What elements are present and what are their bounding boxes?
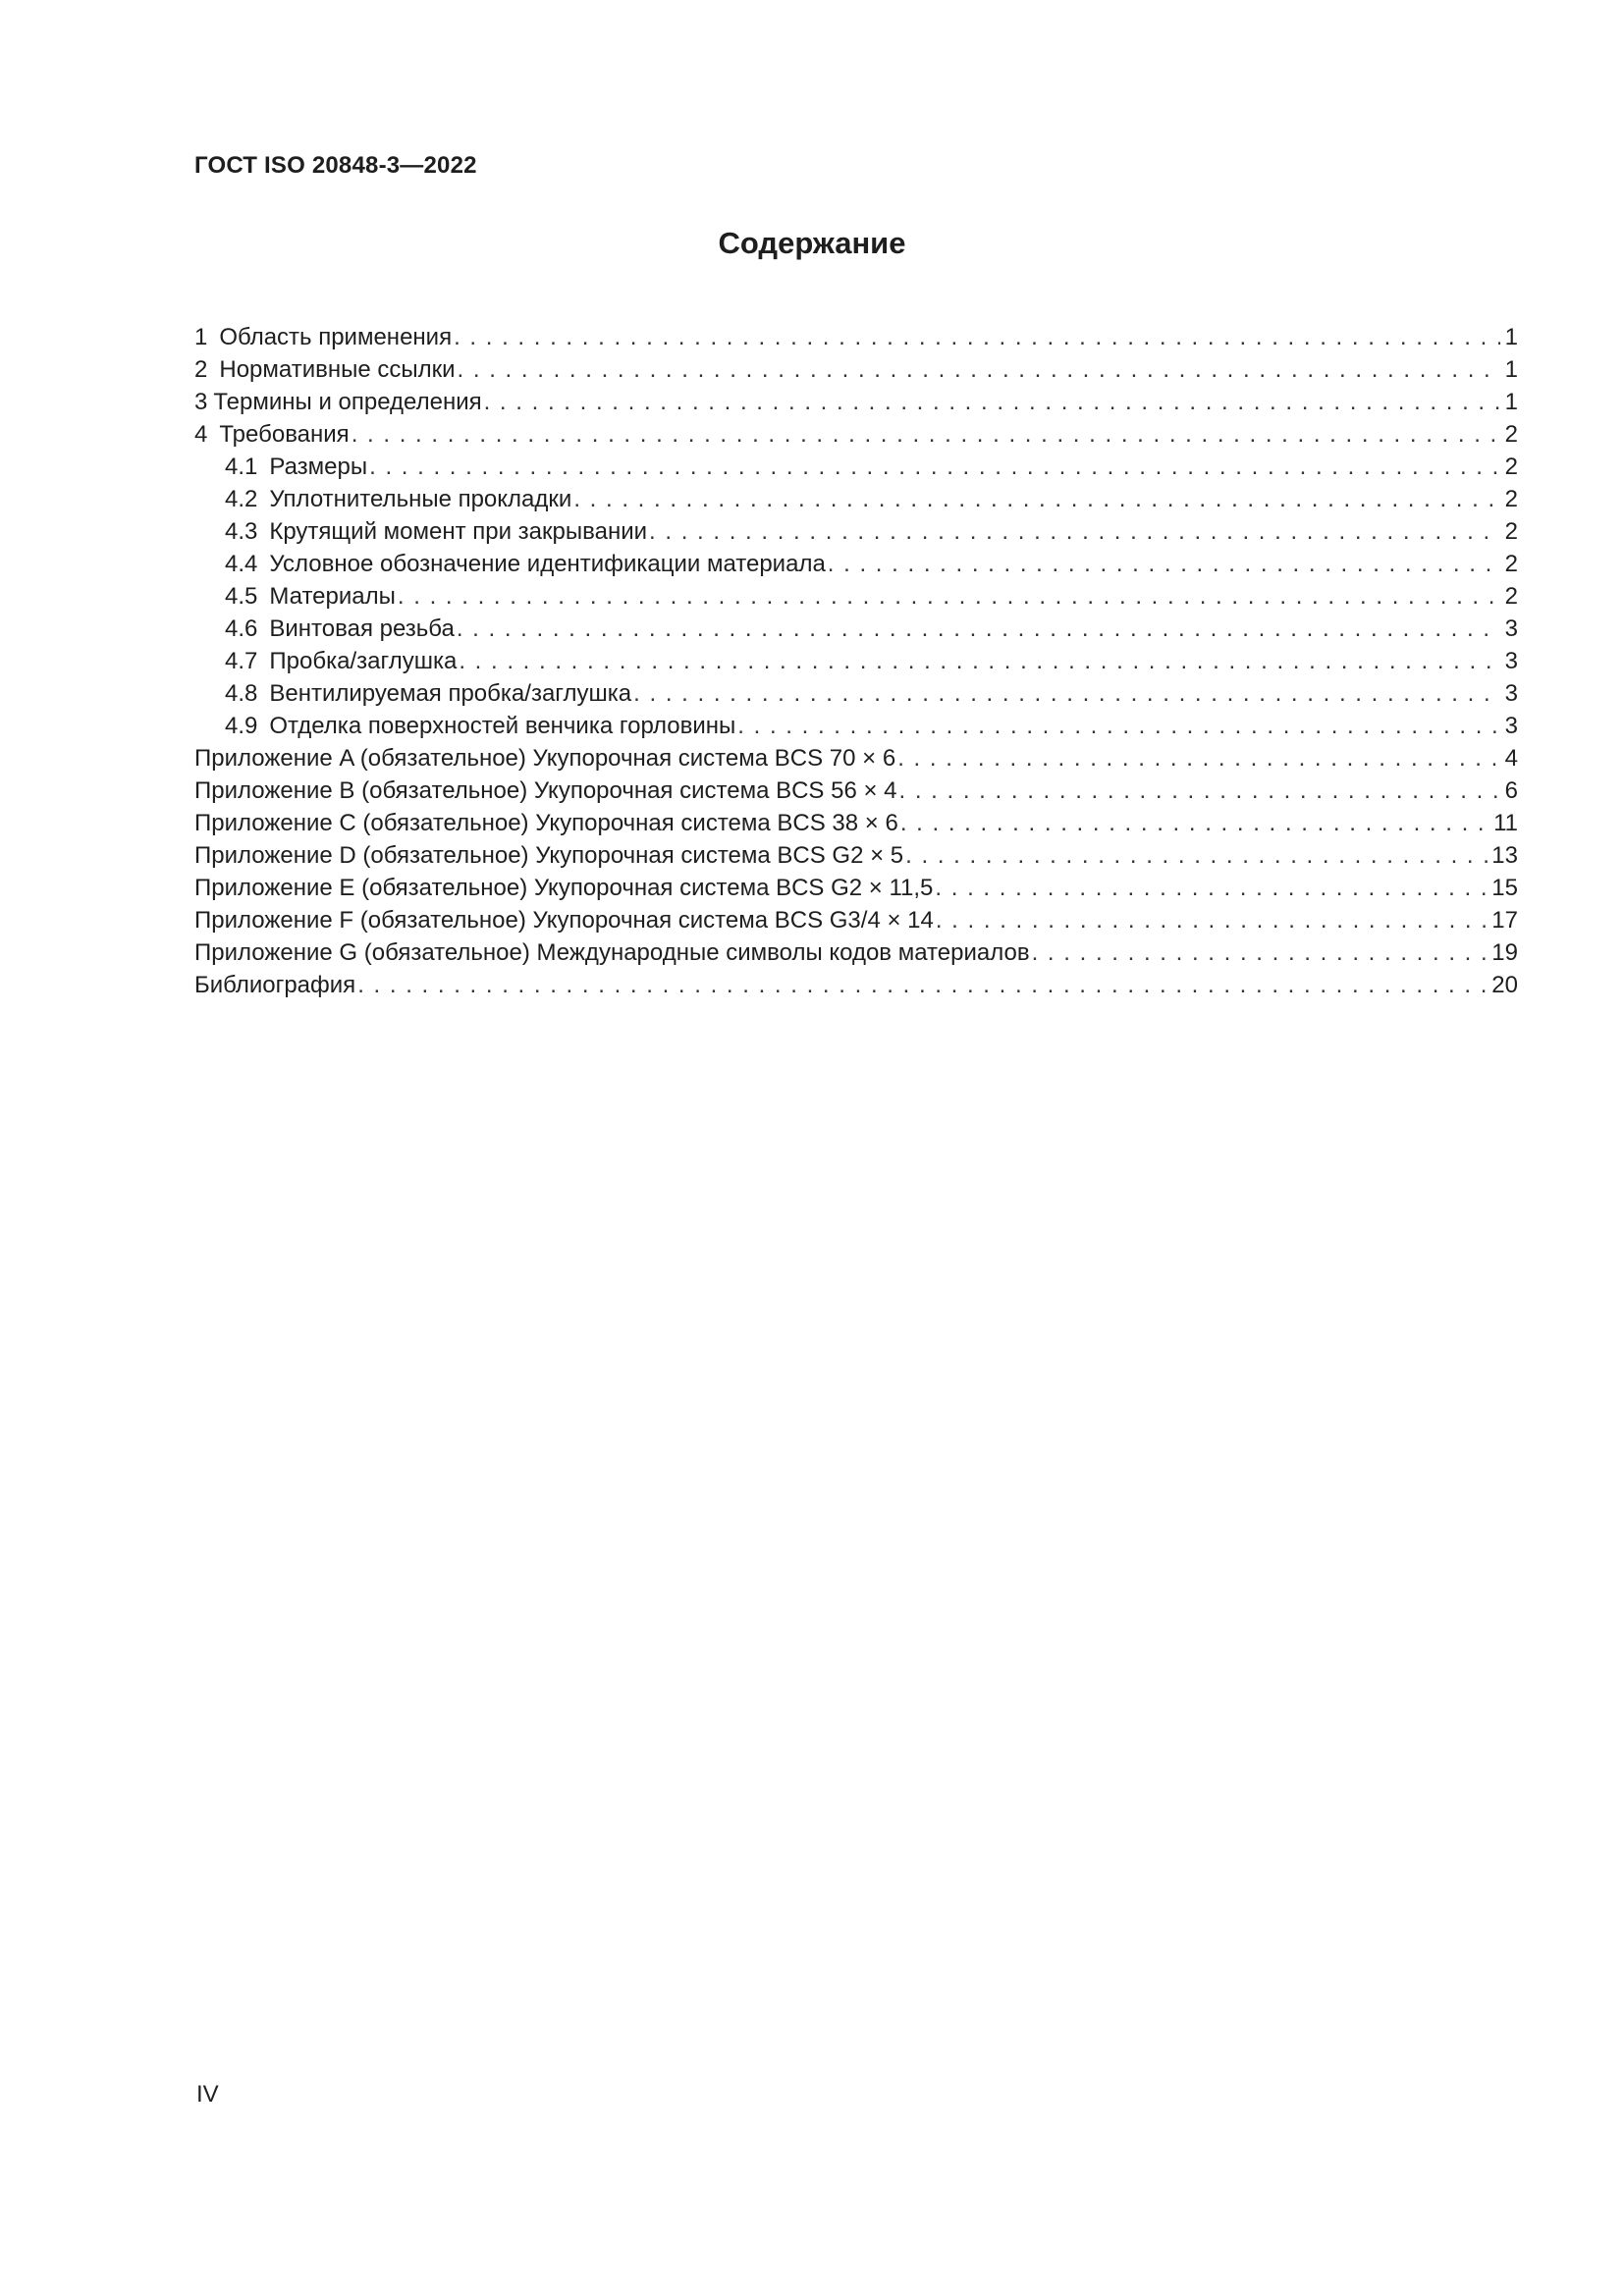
document-code: ГОСТ ISO 20848-3—2022 [194, 152, 477, 179]
toc-entry-page: 2 [1504, 518, 1518, 545]
toc-entry[interactable] [194, 742, 1518, 774]
dot-leader [935, 872, 1489, 904]
dot-leader [897, 742, 1500, 774]
toc-entry[interactable] [194, 386, 1518, 418]
toc-entry-title: Приложение F (обязательное) Укупорочная система BCS G3/4 × 14 [194, 907, 934, 934]
toc-entry[interactable] [194, 483, 1518, 515]
toc-entry-title: Пробка/заглушка [269, 648, 458, 674]
toc-entry-page: 2 [1504, 421, 1518, 448]
toc-entry-page: 17 [1491, 907, 1518, 934]
toc-entry[interactable] [194, 353, 1518, 386]
toc-entry-title: Винтовая резьба [269, 615, 455, 642]
toc-entry-title: Крутящий момент при закрывании [269, 518, 648, 545]
toc-entry-title: Размеры [269, 454, 368, 480]
toc-entry-title: Требования [219, 421, 350, 448]
toc-entry-page: 3 [1504, 648, 1518, 674]
toc-entry-number: 4.9 [225, 713, 258, 739]
toc-entry[interactable] [194, 451, 1518, 483]
dot-leader [484, 386, 1500, 418]
toc-entry-page: 11 [1493, 810, 1518, 836]
toc-entry-page: 2 [1504, 454, 1518, 480]
toc-entry-page: 13 [1491, 842, 1518, 869]
toc-entry[interactable] [194, 710, 1518, 742]
toc-entry[interactable] [194, 936, 1518, 969]
dot-leader [633, 677, 1500, 710]
dot-leader [899, 774, 1501, 807]
toc-entry-title: Приложение C (обязательное) Укупорочная система BCS 38 × 6 [194, 810, 898, 836]
dot-leader [454, 321, 1500, 353]
toc-entry-page: 19 [1491, 939, 1518, 966]
toc-entry-title: Библиография [194, 972, 356, 998]
toc-entry-title: Условное обозначение идентификации материала [269, 551, 826, 577]
toc-title: Содержание [718, 226, 906, 260]
toc-entry[interactable] [194, 807, 1518, 839]
toc-entry-page: 2 [1504, 486, 1518, 512]
toc-entry-number: 4.2 [225, 486, 258, 512]
toc-entry-number: 4.3 [225, 518, 258, 545]
dot-leader [398, 580, 1500, 613]
toc-entry[interactable] [194, 613, 1518, 645]
toc-entry-page: 20 [1491, 972, 1518, 998]
toc-entry-number: 4.8 [225, 680, 258, 707]
dot-leader [573, 483, 1500, 515]
toc-entry-title: Приложение B (обязательное) Укупорочная система BCS 56 × 4 [194, 777, 897, 804]
toc-entry-number: 2 [194, 356, 208, 383]
dot-leader [828, 548, 1500, 580]
toc-entry-number: 4.6 [225, 615, 258, 642]
toc-entry[interactable] [194, 839, 1518, 872]
toc-entry[interactable] [194, 548, 1518, 580]
toc-entry[interactable] [194, 645, 1518, 677]
toc-entry-title: Вентилируемая пробка/заглушка [269, 680, 632, 707]
toc-entry-title: Материалы [269, 583, 396, 610]
toc-entry-title: Приложение D (обязательное) Укупорочная система BCS G2 × 5 [194, 842, 904, 869]
page-number: IV [196, 2081, 219, 2108]
toc-entry-page: 3 [1504, 615, 1518, 642]
toc-entry-number: 4 [194, 421, 208, 448]
toc-entry-title: Термины и определения [213, 389, 482, 415]
dot-leader [369, 451, 1500, 483]
toc-entry-page: 1 [1504, 356, 1518, 383]
toc-entry[interactable] [194, 418, 1518, 451]
toc-entry[interactable] [194, 774, 1518, 807]
toc-entry-title: Приложение G (обязательное) Международные символы кодов материалов [194, 939, 1030, 966]
toc-entry-page: 2 [1504, 551, 1518, 577]
toc-entry-number: 4.4 [225, 551, 258, 577]
dot-leader [936, 904, 1489, 936]
dot-leader [905, 839, 1489, 872]
toc-entry[interactable] [194, 515, 1518, 548]
toc-entry[interactable] [194, 969, 1518, 1001]
dot-leader [458, 353, 1500, 386]
toc-entry[interactable] [194, 321, 1518, 353]
toc-entry-page: 3 [1504, 713, 1518, 739]
toc-entry-number: 3 [194, 389, 208, 415]
toc-entry[interactable] [194, 580, 1518, 613]
toc-entry-page: 6 [1504, 777, 1518, 804]
toc-entry-title: Приложение E (обязательное) Укупорочная система BCS G2 × 11,5 [194, 875, 934, 901]
toc-entry-page: 1 [1504, 324, 1518, 350]
toc-entry-title: Отделка поверхностей венчика горловины [269, 713, 736, 739]
toc-entry[interactable] [194, 872, 1518, 904]
dot-leader [457, 613, 1500, 645]
dot-leader [459, 645, 1500, 677]
toc-entry[interactable] [194, 677, 1518, 710]
toc-entry-title: Приложение A (обязательное) Укупорочная система BCS 70 × 6 [194, 745, 896, 772]
toc-entry-page: 2 [1504, 583, 1518, 610]
dot-leader [357, 969, 1489, 1001]
table-of-contents [194, 321, 1518, 1001]
toc-entry-title: Уплотнительные прокладки [269, 486, 572, 512]
toc-entry-number: 4.5 [225, 583, 258, 610]
dot-leader [352, 418, 1500, 451]
toc-entry-title: Нормативные ссылки [219, 356, 456, 383]
dot-leader [737, 710, 1500, 742]
toc-entry[interactable] [194, 904, 1518, 936]
toc-entry-page: 15 [1491, 875, 1518, 901]
toc-entry-page: 4 [1504, 745, 1518, 772]
toc-entry-number: 1 [194, 324, 208, 350]
dot-leader [900, 807, 1491, 839]
toc-entry-number: 4.1 [225, 454, 258, 480]
dot-leader [1032, 936, 1490, 969]
toc-entry-title: Область применения [219, 324, 453, 350]
dot-leader [649, 515, 1500, 548]
toc-entry-page: 3 [1504, 680, 1518, 707]
toc-entry-number: 4.7 [225, 648, 258, 674]
toc-entry-page: 1 [1504, 389, 1518, 415]
